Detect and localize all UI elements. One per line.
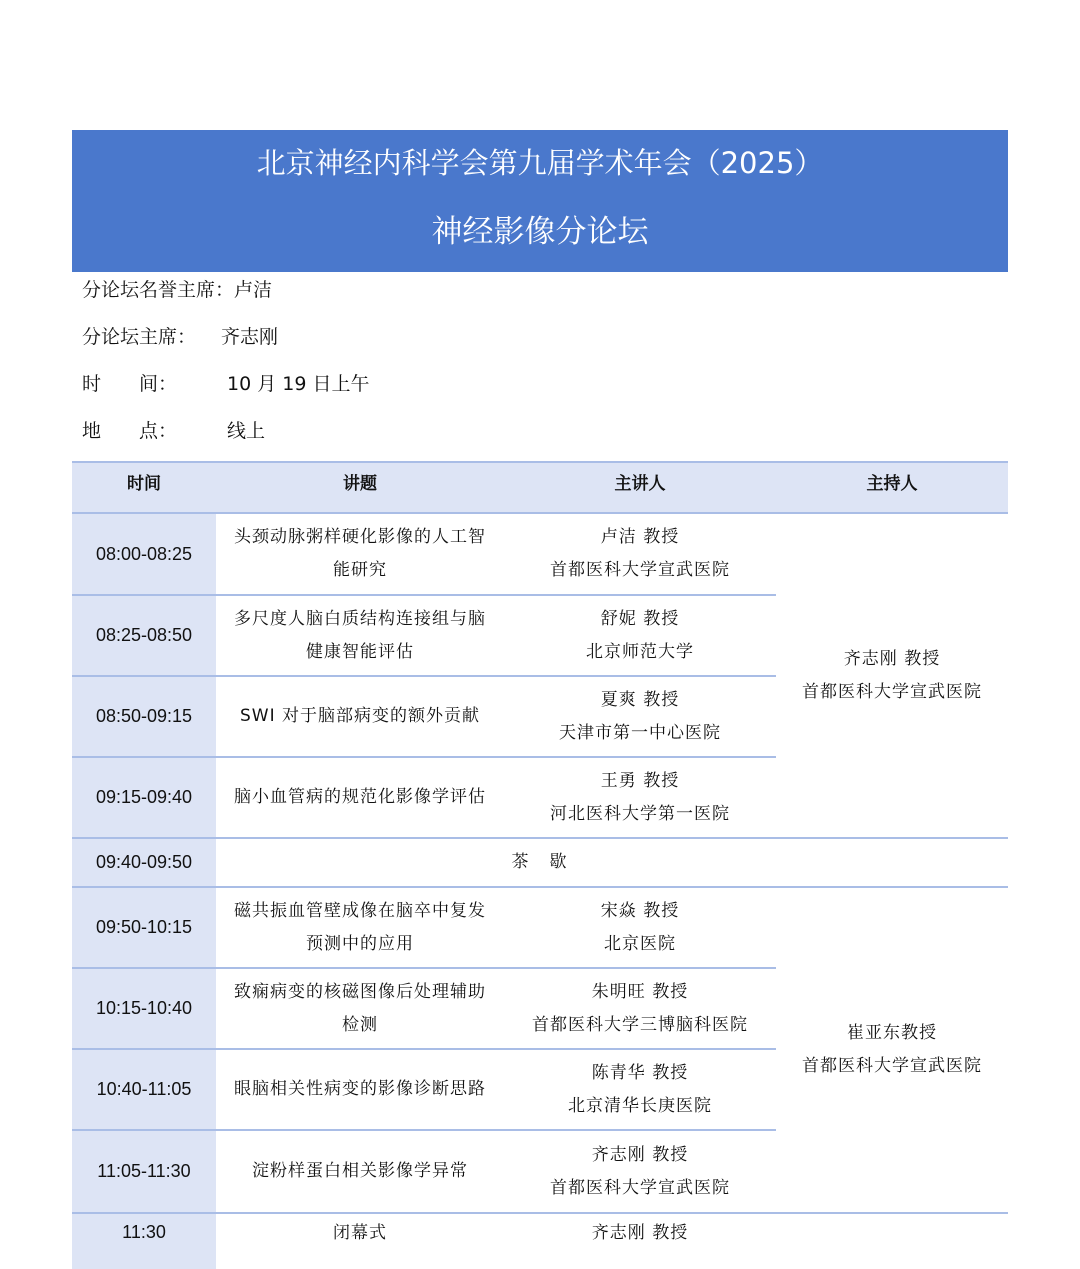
speaker-name: 夏爽 教授 <box>600 689 680 710</box>
header-topic: 讲题 <box>216 461 504 501</box>
speaker-cell <box>504 596 776 675</box>
rule <box>72 967 776 969</box>
host-affiliation: 首都医科大学宣武医院 <box>802 681 982 702</box>
speaker-cell <box>504 514 776 594</box>
topic-cell: 头颈动脉粥样硬化影像的人工智能研究 <box>234 527 486 580</box>
speaker-affiliation: 河北医科大学第一医院 <box>550 803 730 824</box>
speaker-cell <box>504 677 776 756</box>
forum-title: 神经影像分论坛 <box>431 214 649 250</box>
rule <box>72 1048 776 1050</box>
topic-cell: SWI 对于脑部病变的额外贡献 <box>239 706 481 726</box>
info-time <box>82 372 382 396</box>
rule <box>72 512 1008 514</box>
host-name: 齐志刚 教授 <box>843 648 941 669</box>
topic-cell: 闭幕式 <box>333 1223 387 1243</box>
rule <box>72 756 776 758</box>
rule <box>72 886 1008 888</box>
schedule-table <box>72 461 1008 1269</box>
speaker-affiliation: 北京医院 <box>604 933 676 954</box>
host-affiliation: 首都医科大学宣武医院 <box>802 1056 982 1076</box>
topic-cell: 脑小血管病的规范化影像学评估 <box>234 787 486 807</box>
time-cell: 09:40-09:50 <box>72 839 216 886</box>
rule <box>72 1129 776 1131</box>
header-host: 主持人 <box>776 461 1008 501</box>
time-cell: 10:40-11:05 <box>72 1050 216 1129</box>
speaker-cell <box>504 1050 776 1129</box>
time-label: 时 间： <box>82 373 178 395</box>
speaker-cell <box>504 1131 776 1212</box>
honorary-chair-label: 分论坛名誉主席： <box>82 279 235 301</box>
info-honorary-chair <box>82 278 272 302</box>
time-cell: 09:50-10:15 <box>72 888 216 967</box>
rule <box>72 461 1008 463</box>
rule <box>72 1212 1008 1214</box>
time-cell: 11:05-11:30 <box>72 1131 216 1212</box>
info-chair <box>82 325 342 349</box>
place-label: 地 点： <box>82 420 178 442</box>
host-name: 崔亚东教授 <box>847 1023 937 1043</box>
topic-cell: 致痫病变的核磁图像后处理辅助检测 <box>234 981 486 1035</box>
header-speaker: 主讲人 <box>504 461 776 501</box>
time-cell: 10:15-10:40 <box>72 969 216 1048</box>
title-banner <box>72 130 1008 272</box>
conference-title: 北京神经内科学会第九届学术年会（2025） <box>256 146 824 180</box>
rule <box>72 837 1008 839</box>
place-value: 线上 <box>227 420 266 442</box>
header-time: 时间 <box>72 461 216 501</box>
time-cell: 11:30 <box>72 1214 216 1269</box>
host-cell-morning <box>776 514 1008 837</box>
speaker-cell <box>504 969 776 1048</box>
time-cell: 08:50-09:15 <box>72 677 216 756</box>
honorary-chair-value: 卢洁 <box>234 279 273 301</box>
speaker-affiliation: 首都医科大学三博脑科医院 <box>532 1014 748 1035</box>
topic-cell: 淀粉样蛋白相关影像学异常 <box>252 1161 468 1181</box>
speaker-name: 王勇 教授 <box>600 770 680 791</box>
rule <box>72 675 776 677</box>
time-cell: 08:00-08:25 <box>72 514 216 594</box>
time-value: 10 月 19 日上午 <box>227 373 370 395</box>
speaker-name: 陈青华 教授 <box>591 1062 689 1083</box>
speaker-affiliation: 首都医科大学宣武医院 <box>550 560 730 580</box>
speaker-name: 宋焱 教授 <box>600 900 680 921</box>
info-place <box>82 419 382 443</box>
speaker-name: 齐志刚 教授 <box>591 1223 689 1243</box>
tea-break-label: 茶 歇 <box>511 852 569 872</box>
speaker-affiliation: 首都医科大学宣武医院 <box>550 1177 730 1198</box>
time-cell: 09:15-09:40 <box>72 758 216 837</box>
topic-cell: 眼脑相关性病变的影像诊断思路 <box>234 1079 486 1099</box>
rule <box>72 594 776 596</box>
topic-cell: 磁共振血管壁成像在脑卒中复发预测中的应用 <box>234 900 486 954</box>
time-cell: 08:25-08:50 <box>72 596 216 675</box>
chair-value: 齐志刚 <box>221 326 279 348</box>
speaker-cell <box>504 758 776 837</box>
speaker-name: 舒妮 教授 <box>600 608 680 629</box>
speaker-cell <box>504 888 776 967</box>
speaker-affiliation: 北京清华长庚医院 <box>568 1095 712 1116</box>
speaker-affiliation: 天津市第一中心医院 <box>559 722 721 743</box>
speaker-affiliation: 北京师范大学 <box>586 641 694 662</box>
host-cell-late-morning <box>776 888 1008 1212</box>
speaker-cell <box>504 1214 776 1269</box>
speaker-name: 齐志刚 教授 <box>591 1144 689 1165</box>
chair-label: 分论坛主席： <box>82 326 197 348</box>
speaker-name: 朱明旺 教授 <box>591 981 689 1002</box>
speaker-name: 卢洁 教授 <box>600 527 680 547</box>
topic-cell: 多尺度人脑白质结构连接组与脑健康智能评估 <box>234 608 486 662</box>
